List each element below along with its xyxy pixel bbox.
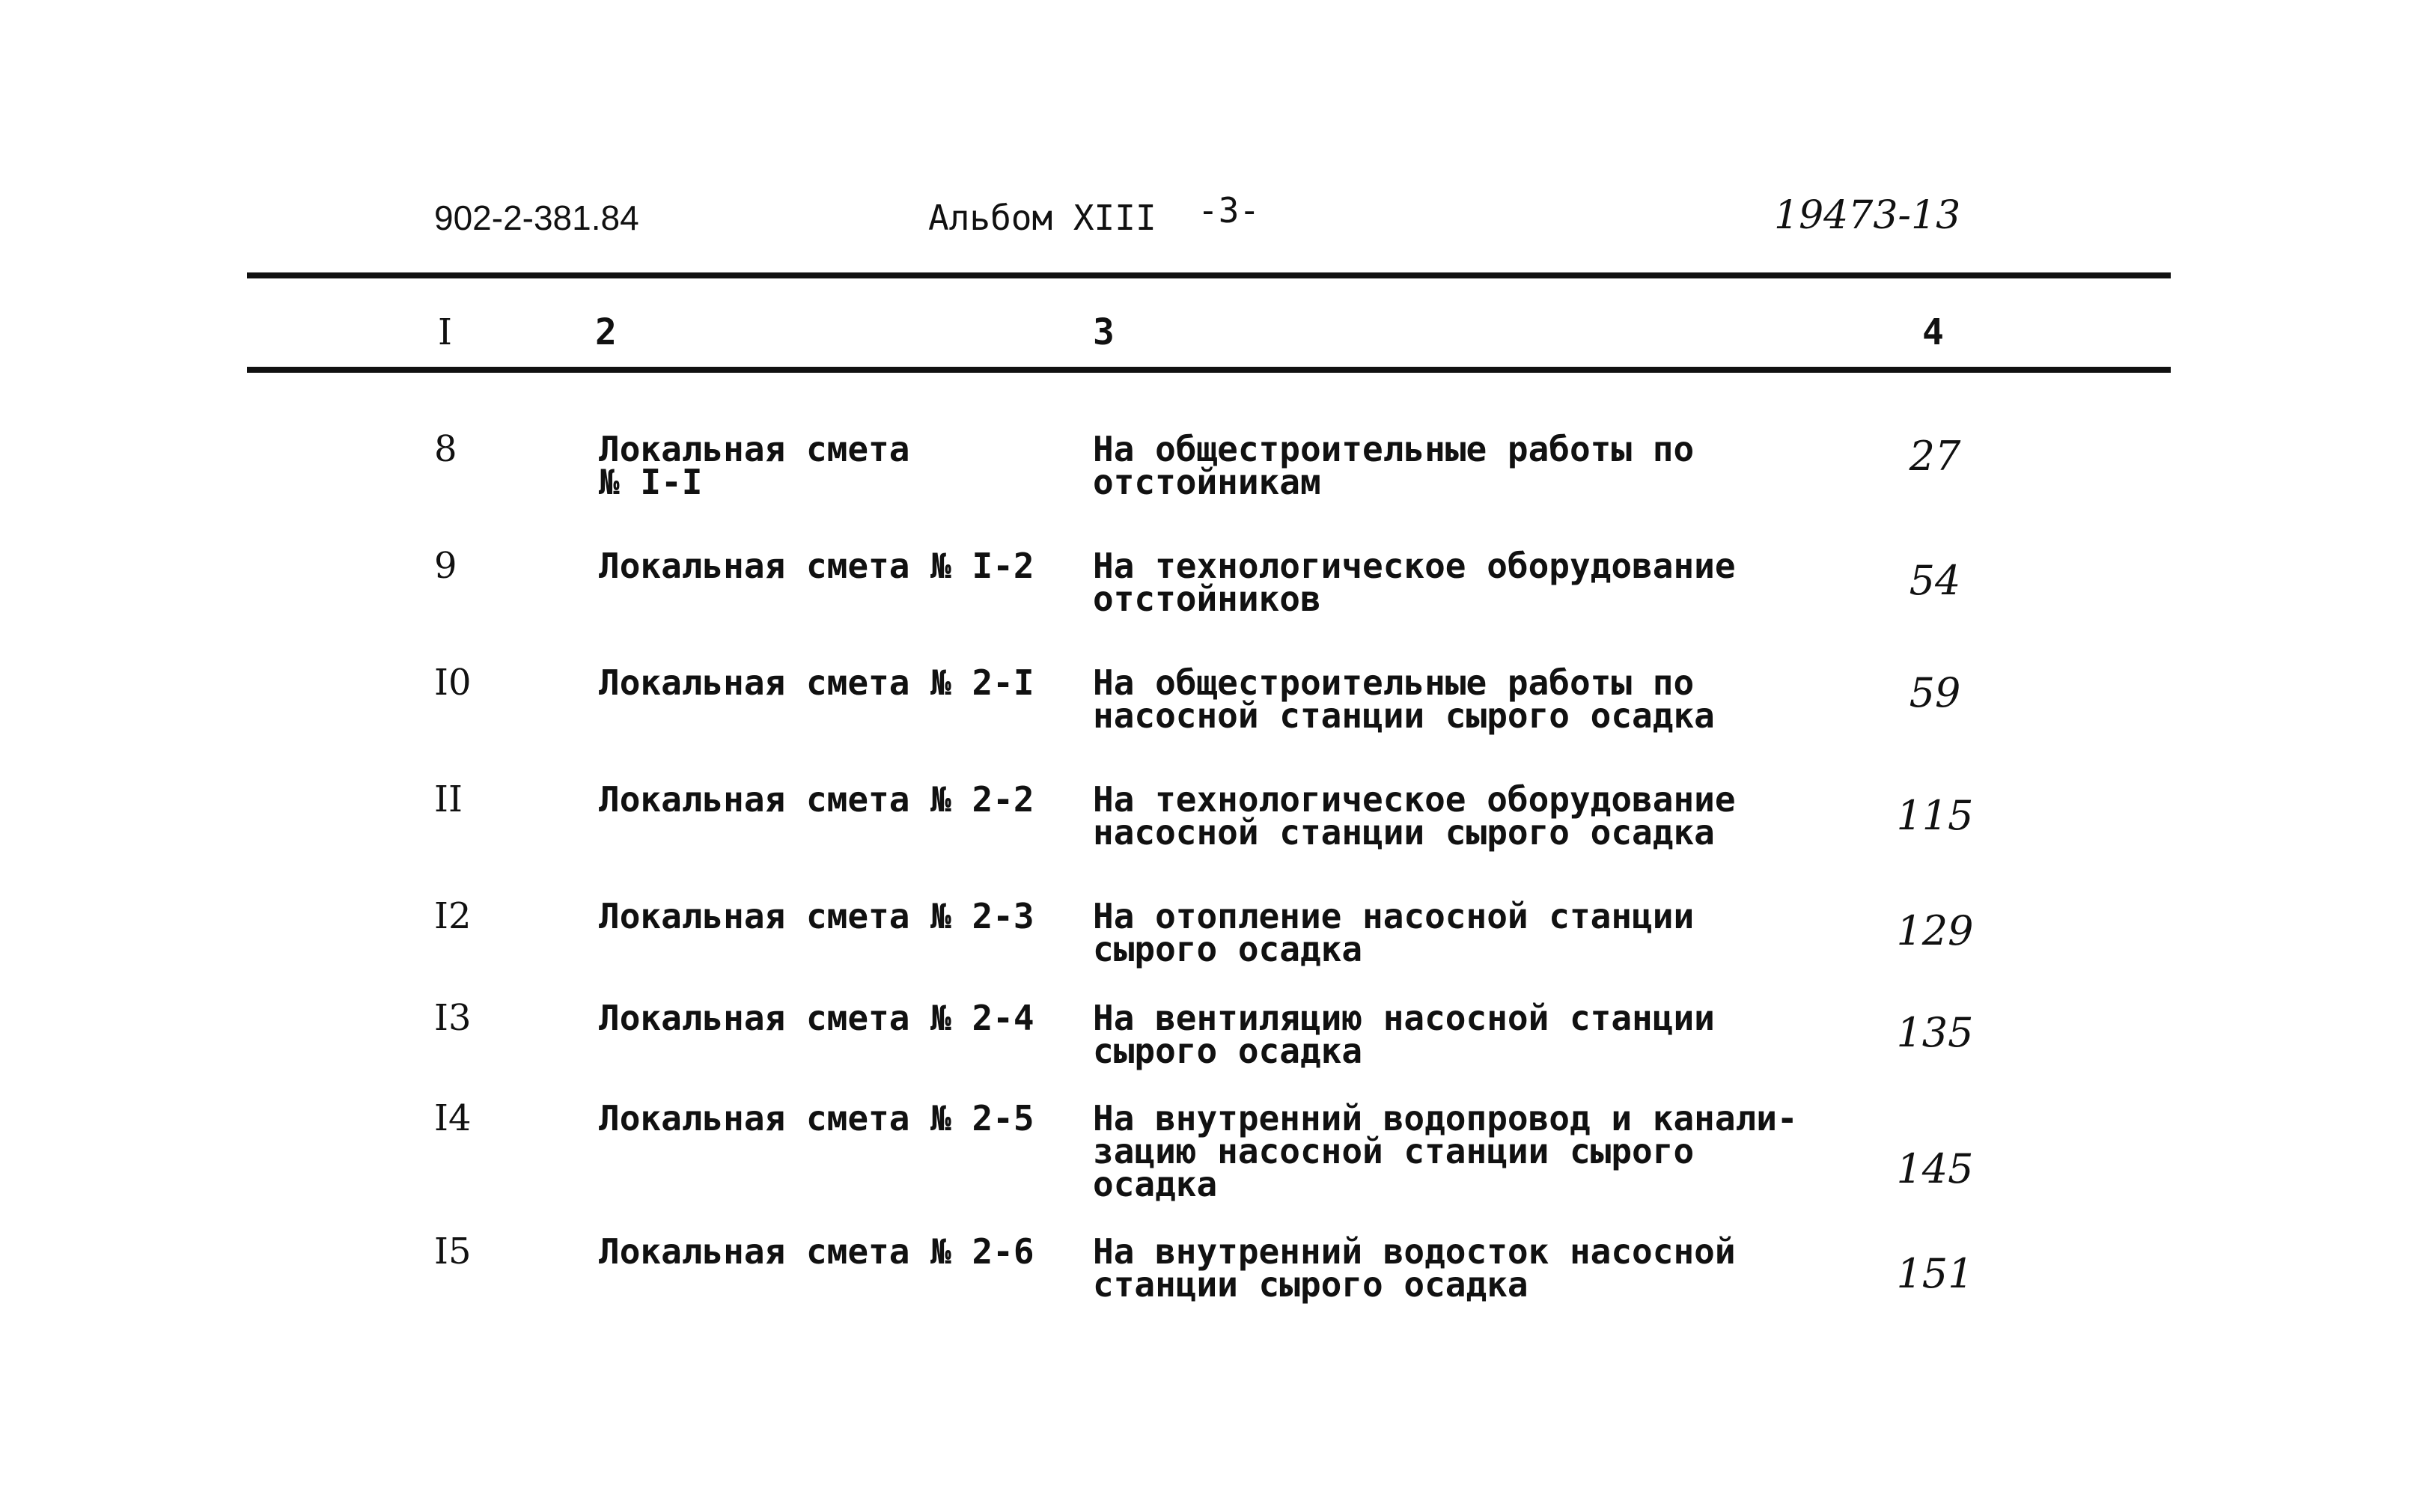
- row-index: II: [434, 778, 463, 820]
- page-ref: 151: [1896, 1250, 1974, 1297]
- estimate-description: На технологическое оборудование отстойников: [1093, 546, 1736, 619]
- table-top-rule: [247, 272, 2171, 278]
- row-index: I5: [434, 1231, 472, 1272]
- estimate-name: Локальная смета № 2-I: [599, 662, 1034, 703]
- document-number: 19473-13: [1774, 193, 1961, 238]
- column-header-4: 4: [1922, 311, 1944, 353]
- page-number: -3-: [1198, 190, 1261, 231]
- estimate-name: Локальная смета № 2-5: [599, 1098, 1034, 1138]
- estimate-name: Локальная смета № 2-3: [599, 896, 1034, 936]
- document-code: 902-2-381.84: [434, 198, 639, 237]
- estimate-name: Локальная смета № 2-4: [599, 998, 1034, 1038]
- estimate-description: На отопление насосной станции сырого осадка: [1093, 896, 1695, 969]
- page-ref: 27: [1909, 433, 1961, 480]
- estimate-description: На общестроительные работы по насосной станции сырого осадка: [1093, 662, 1715, 736]
- row-index: I4: [434, 1097, 472, 1139]
- estimate-description: На общестроительные работы по отстойникам: [1093, 429, 1695, 502]
- estimate-name: Локальная смета № 2-6: [599, 1231, 1034, 1272]
- page-ref: 115: [1896, 792, 1974, 839]
- estimate-description: На внутренний водосток насосной станции сырого осадка: [1093, 1231, 1736, 1305]
- album-label: Альбом XIII: [928, 198, 1156, 238]
- row-index: 9: [434, 545, 457, 587]
- estimate-name: Локальная смета № I-2: [599, 546, 1034, 586]
- row-index: 8: [434, 428, 457, 470]
- estimate-description: На внутренний водопровод и канали- зацию насосной станции сырого осадка: [1093, 1098, 1798, 1204]
- estimate-description: На технологическое оборудование насосной станции сырого осадка: [1093, 779, 1736, 853]
- page-ref: 135: [1896, 1009, 1974, 1056]
- row-index: I0: [434, 662, 472, 704]
- estimate-name: Локальная смета № I-I: [599, 429, 910, 502]
- column-header-3: 3: [1093, 311, 1115, 353]
- page-ref: 145: [1896, 1145, 1974, 1192]
- column-header-1: I: [438, 311, 452, 353]
- page-ref: 54: [1909, 557, 1961, 604]
- page-ref: 59: [1909, 669, 1961, 716]
- row-index: I3: [434, 997, 472, 1039]
- table-header-rule: [247, 367, 2171, 373]
- page-ref: 129: [1896, 907, 1974, 954]
- estimate-description: На вентиляцию насосной станции сырого осадка: [1093, 998, 1715, 1071]
- estimate-name: Локальная смета № 2-2: [599, 779, 1034, 820]
- column-header-2: 2: [595, 311, 617, 353]
- row-index: I2: [434, 895, 472, 937]
